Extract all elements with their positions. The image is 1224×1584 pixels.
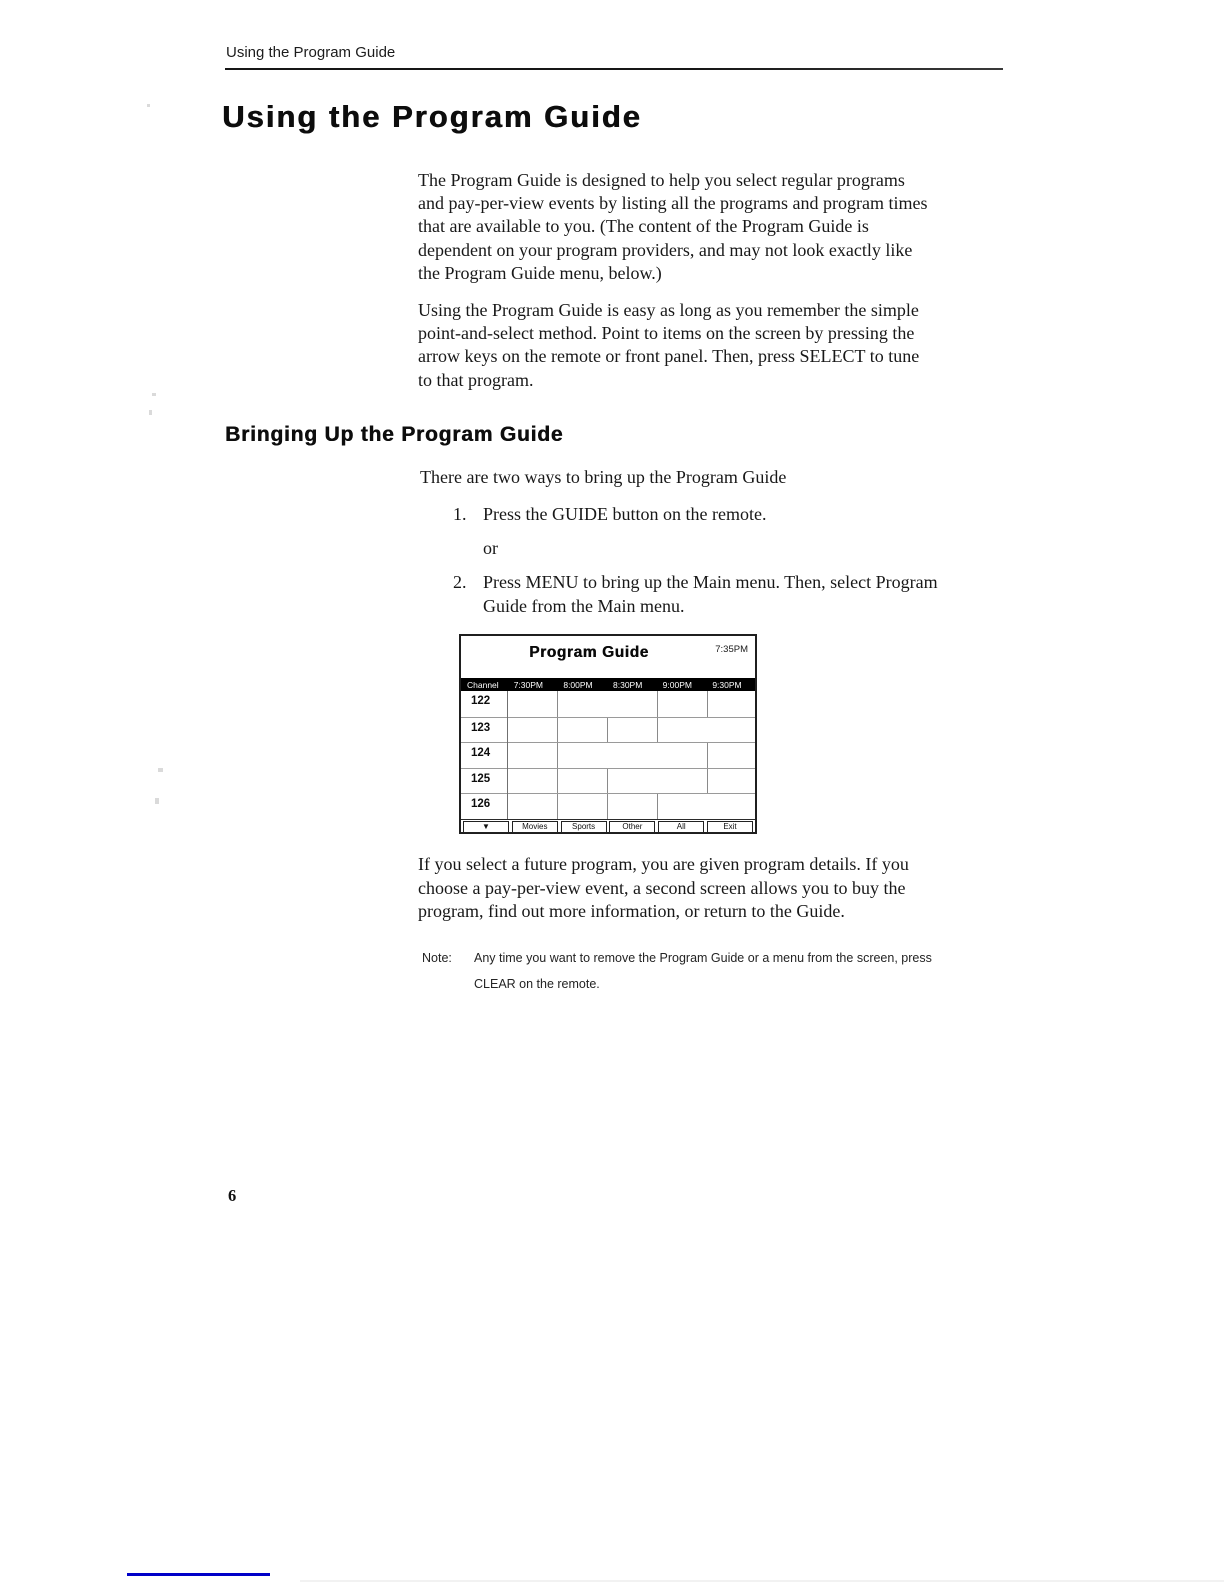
section-lead: There are two ways to bring up the Program Guide [420, 467, 787, 487]
scan-artifact [152, 393, 156, 396]
intro-paragraph-1 [418, 169, 928, 285]
list-number: 2. [453, 572, 467, 592]
list-text: Press MENU to bring up the Main menu. Then, select Program [483, 572, 938, 592]
channel-number: 123 [471, 721, 491, 734]
page-title: Using the Program Guide [222, 99, 642, 134]
column-header-time: 8:00PM [563, 679, 593, 690]
guide-row [461, 717, 755, 743]
guide-grid [461, 691, 755, 819]
other-filter-button: Other [609, 821, 655, 833]
channel-column-divider [507, 691, 508, 819]
guide-row [461, 691, 755, 717]
scan-artifact [158, 768, 163, 772]
channel-number: 124 [471, 747, 491, 760]
header-rule [225, 68, 1003, 70]
list-text: Press the GUIDE button on the remote. [483, 504, 767, 524]
list-number: 1. [453, 504, 467, 524]
channel-number: 122 [471, 695, 491, 707]
text-line: that are available to you. (The content of the Program Guide is [418, 216, 869, 237]
column-header-time: 8:30PM [613, 679, 643, 690]
channel-number: 125 [471, 772, 491, 785]
sports-filter-button: Sports [561, 821, 607, 833]
note-text-line: CLEAR on the remote. [474, 977, 600, 991]
guide-clock: 7:35PM [715, 644, 748, 655]
scan-artifact [155, 798, 159, 804]
guide-header-band [461, 678, 755, 691]
text-line: dependent on your program providers, and may not look exactly like [418, 239, 913, 260]
scan-artifact [147, 104, 150, 107]
footer-accent-line [127, 1573, 270, 1576]
section-heading: Bringing Up the Program Guide [225, 423, 564, 446]
text-line: If you select a future program, you are given program details. If you [418, 854, 909, 874]
guide-row [461, 793, 755, 819]
text-line: to that program. [418, 369, 534, 390]
program-guide-figure [459, 634, 757, 834]
text-line: arrow keys on the remote or front panel. Then, press SELECT to tune [418, 346, 920, 367]
text-line: point-and-select method. Point to items on the screen by pressing the [418, 323, 915, 344]
text-line: the Program Guide menu, below.) [418, 262, 662, 283]
exit-button: Exit [707, 821, 753, 833]
note-label: Note: [422, 951, 452, 965]
guide-title: Program Guide [529, 644, 649, 661]
text-line: choose a pay-per-view event, a second screen allows you to buy the [418, 877, 906, 898]
text-line: Using the Program Guide is easy as long as you remember the simple [418, 300, 919, 320]
text-line: and pay-per-view events by listing all the programs and program times [418, 193, 928, 214]
guide-row [461, 742, 755, 768]
scan-artifact [149, 410, 152, 415]
closing-paragraph [418, 853, 909, 924]
all-filter-button: All [658, 821, 704, 833]
running-head: Using the Program Guide [226, 44, 396, 61]
guide-button-bar [461, 819, 755, 834]
text-line: program, find out more information, or return to the Guide. [418, 901, 845, 921]
column-header-time: 9:30PM [712, 679, 742, 690]
channel-number: 126 [471, 798, 491, 811]
text-line: The Program Guide is designed to help you select regular programs [418, 170, 905, 190]
column-header-time: 9:00PM [662, 679, 692, 690]
column-header-channel: Channel [467, 679, 499, 690]
or-label: or [483, 538, 498, 558]
scan-artifact [300, 1580, 1224, 1582]
list-text: Guide from the Main menu. [483, 596, 685, 616]
column-header-time: 7:30PM [513, 679, 543, 690]
page-number: 6 [228, 1186, 237, 1205]
scroll-down-button: ▼ [463, 821, 509, 833]
intro-paragraph-2 [418, 299, 919, 392]
guide-row [461, 768, 755, 794]
movies-filter-button: Movies [512, 821, 558, 833]
note-text-line: Any time you want to remove the Program Guide or a menu from the screen, press [474, 951, 932, 965]
